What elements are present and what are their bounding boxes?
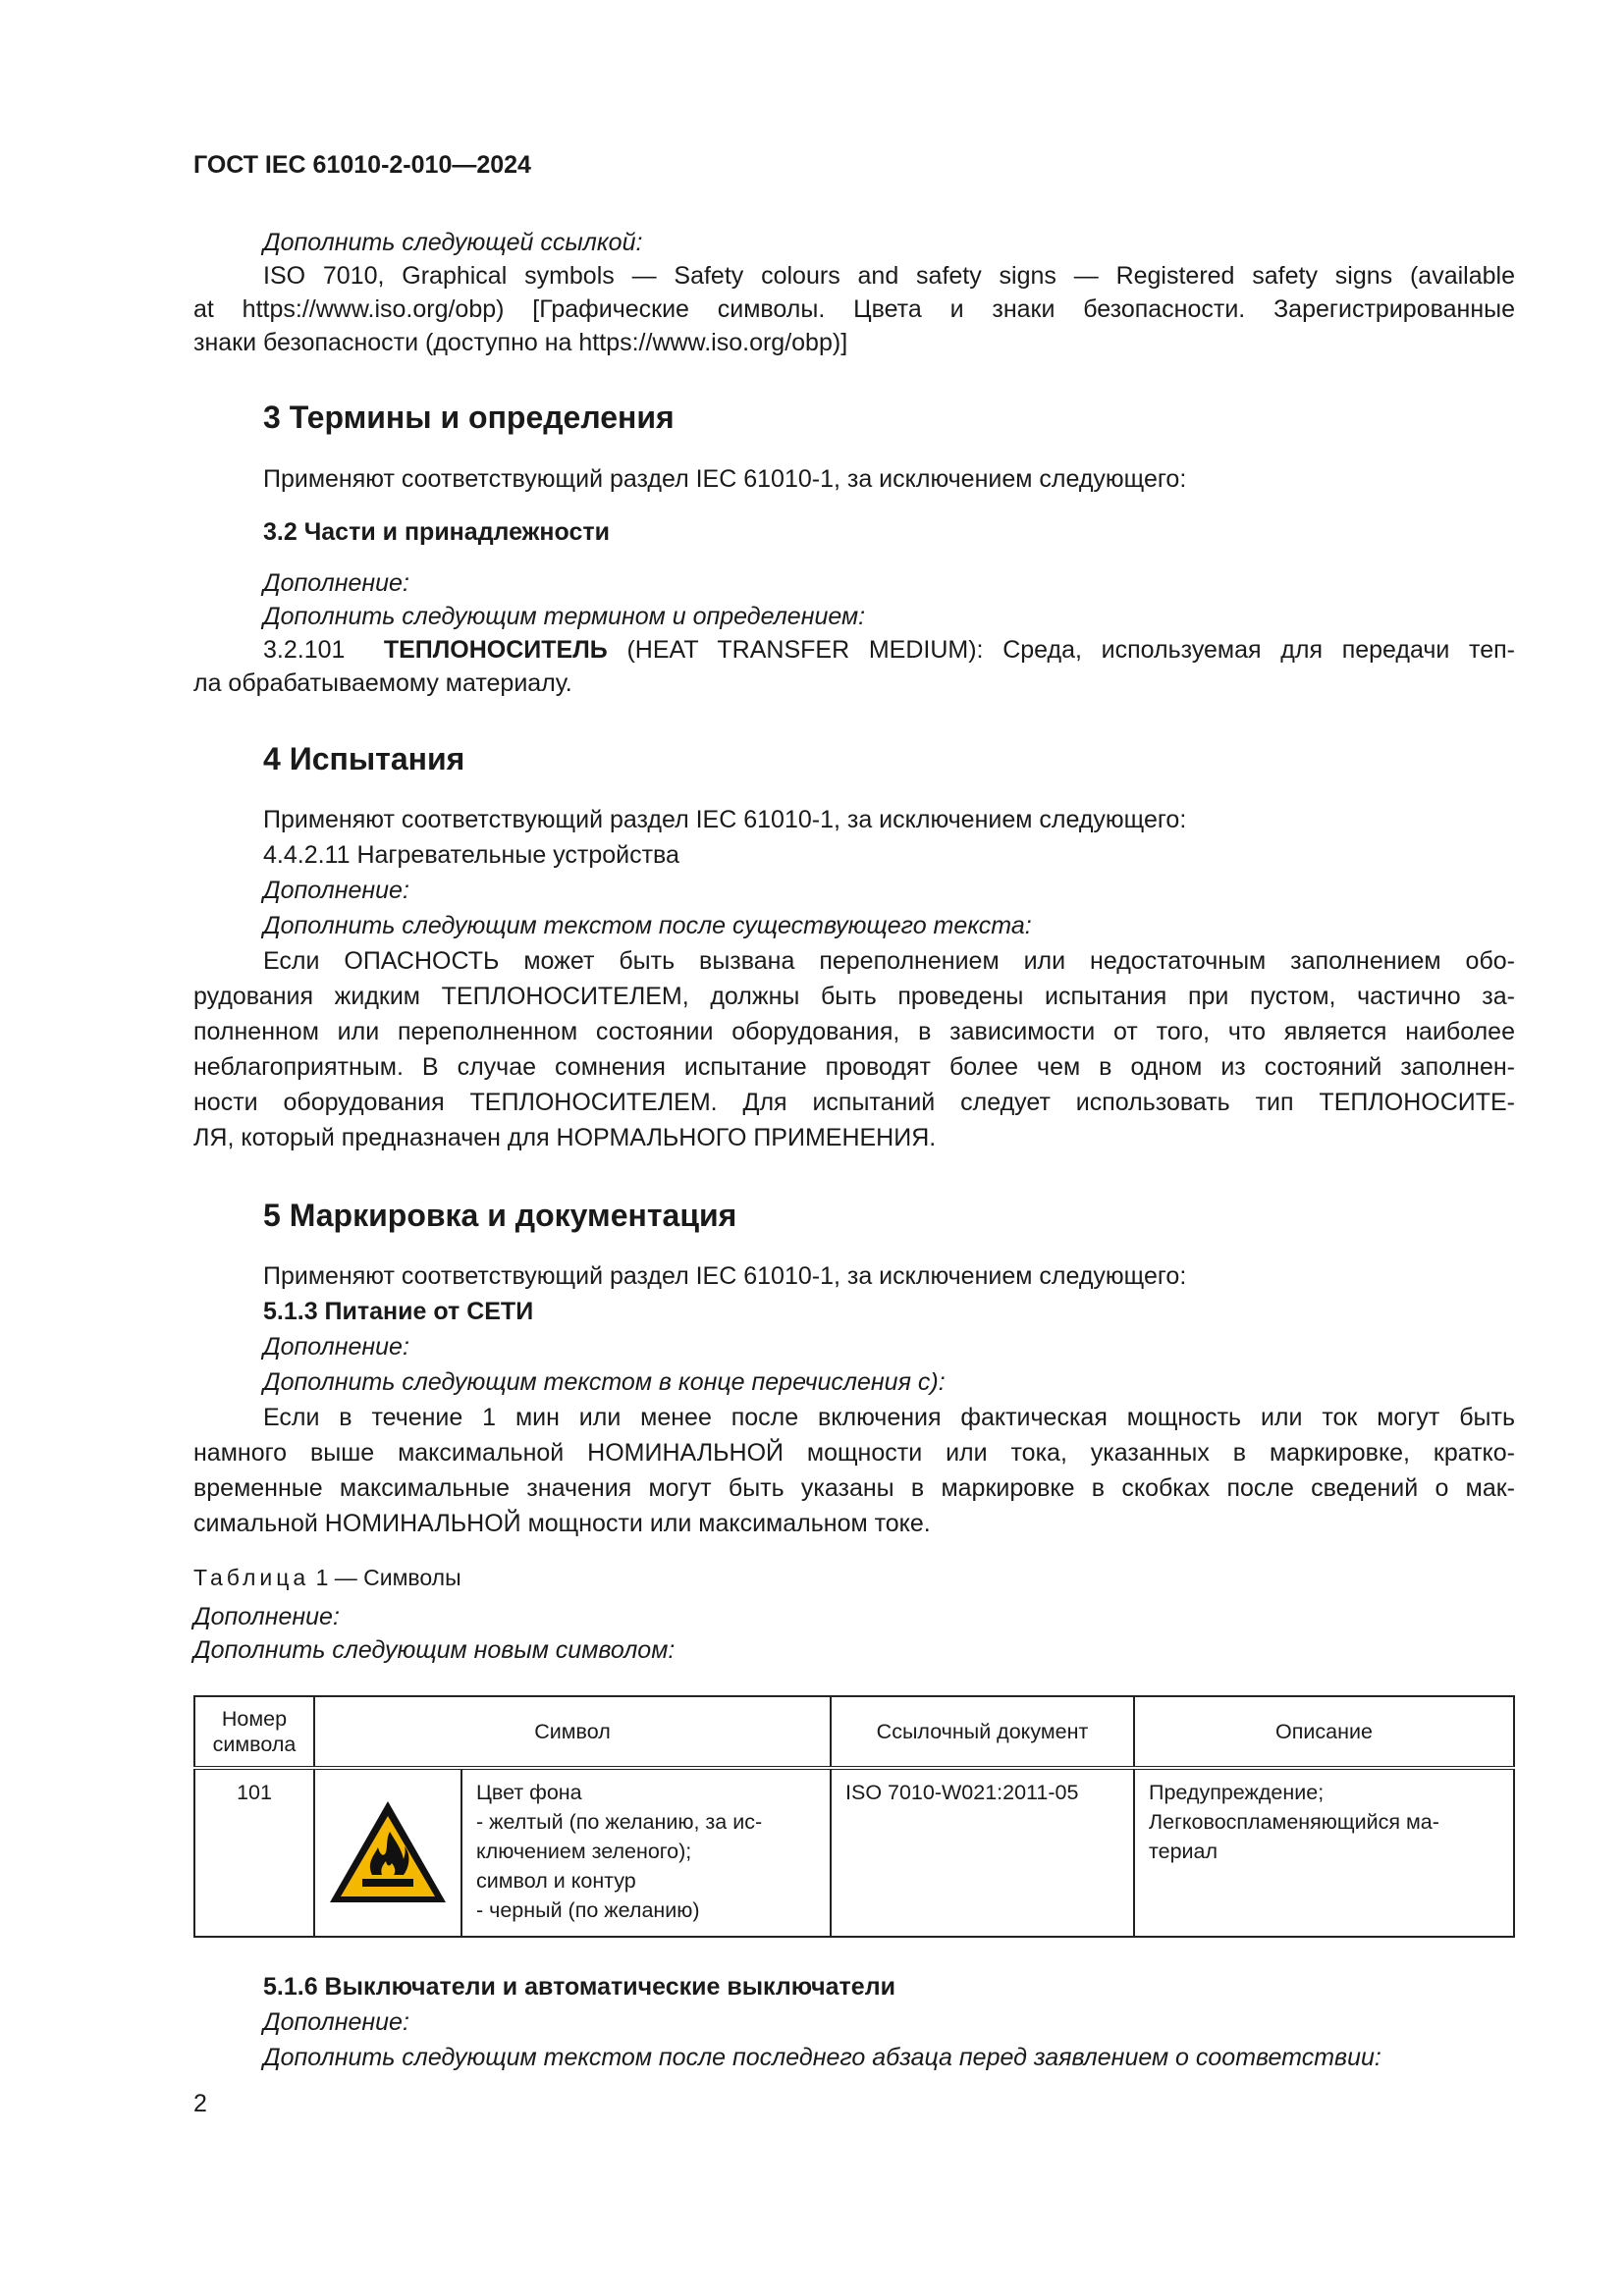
- header-symbol: Символ: [314, 1696, 831, 1768]
- section-5-para-1: Если в течение 1 мин или менее после включения фактическая мощность или ток могут быть: [263, 1404, 1515, 1431]
- section-3-addition: Дополнение:: [263, 569, 409, 597]
- section-5-para-4: симальной НОМИНАЛЬНОЙ мощности или максимальном токе.: [193, 1510, 931, 1537]
- section-4-para-4: неблагоприятным. В случае сомнения испытание проводят более чем в одном из состояний заполнен-: [193, 1053, 1515, 1081]
- table-caption-label: Таблица: [193, 1565, 310, 1590]
- subsection-5-1-3-title: 5.1.3 Питание от СЕТИ: [263, 1298, 534, 1325]
- header-reference: Ссылочный документ: [831, 1696, 1134, 1768]
- ref-line-2: at https://www.iso.org/obp) [Графические символы. Цвета и знаки безопасности. Зарегистрированные: [193, 295, 1515, 323]
- cell-symbol-number: 101: [194, 1768, 314, 1937]
- description-line-3: териал: [1149, 1840, 1218, 1863]
- term-3-2-101: [263, 635, 1515, 665]
- section-4-add-text: Дополнить следующим текстом после существующего текста:: [263, 912, 1032, 939]
- table-header-row: [194, 1696, 1514, 1768]
- cell-reference: ISO 7010-W021:2011-05: [831, 1768, 1134, 1937]
- section-5-para-3: временные максимальные значения могут быть указаны в маркировке в скобках после сведений о мак-: [193, 1474, 1515, 1502]
- section-5-title: 5 Маркировка и документация: [263, 1198, 737, 1233]
- term-definition-cont: ла обрабатываемому материалу.: [193, 669, 572, 697]
- section-516-add-text: Дополнить следующим текстом после последнего абзаца перед заявлением о соответствии:: [263, 2044, 1381, 2071]
- section-5-add-text: Дополнить следующим текстом в конце перечисления с):: [263, 1368, 946, 1396]
- ref-intro: Дополнить следующей ссылкой:: [263, 229, 643, 256]
- term-definition: (HEAT TRANSFER MEDIUM): Среда, используемая для передачи теп-: [626, 636, 1515, 664]
- table-add-text: Дополнить следующим новым символом:: [193, 1636, 676, 1664]
- subsection-5-1-6-title: 5.1.6 Выключатели и автоматические выключатели: [263, 1973, 895, 2001]
- ref-line-1: ISO 7010, Graphical symbols — Safety colours and safety signs — Registered safety signs (available: [263, 262, 1515, 290]
- description-line-1: Предупреждение;: [1149, 1781, 1325, 1804]
- symbols-table: [193, 1695, 1515, 1938]
- section-3-add-term: Дополнить следующим термином и определением:: [263, 603, 866, 630]
- table-row: [194, 1768, 1514, 1937]
- section-4-para-1: Если ОПАСНОСТЬ может быть вызвана переполнением или недостаточным заполнением обо-: [263, 947, 1515, 975]
- section-4-apply: Применяют соответствующий раздел IEC 61010-1, за исключением следующего:: [263, 806, 1187, 833]
- table-caption-title: 1 — Символы: [315, 1565, 461, 1590]
- header-number-line-2: символа: [212, 1733, 297, 1756]
- cell-symbol-colors: [461, 1768, 831, 1937]
- header-description: Описание: [1134, 1696, 1514, 1768]
- clause-4-4-2-11: 4.4.2.11 Нагревательные устройства: [263, 841, 679, 869]
- section-3-title: 3 Термины и определения: [263, 400, 675, 435]
- symbol-color-line-5: - черный (по желанию): [476, 1898, 700, 1922]
- term-name: ТЕПЛОНОСИТЕЛЬ: [383, 636, 608, 664]
- document-header: ГОСТ IEC 61010-2-010—2024: [193, 151, 531, 179]
- flammable-warning-icon: [327, 1798, 449, 1906]
- cell-description: [1134, 1768, 1514, 1937]
- section-5-apply: Применяют соответствующий раздел IEC 61010-1, за исключением следующего:: [263, 1262, 1187, 1290]
- symbol-color-line-3: ключением зеленого);: [476, 1840, 692, 1863]
- section-4-para-3: полненном или переполненном состоянии оборудования, в зависимости от того, что является наиболее: [193, 1018, 1515, 1045]
- ref-line-3: знаки безопасности (доступно на https://www.iso.org/obp)]: [193, 329, 848, 356]
- page-number: 2: [193, 2090, 207, 2117]
- section-4-addition: Дополнение:: [263, 877, 409, 904]
- header-symbol-number: [194, 1696, 314, 1768]
- section-5-para-2: намного выше максимальной НОМИНАЛЬНОЙ мощности или тока, указанных в маркировке, кратко-: [193, 1439, 1515, 1467]
- symbol-color-line-1: Цвет фона: [476, 1781, 582, 1804]
- cell-symbol-image: [314, 1768, 461, 1937]
- subsection-3-2-title: 3.2 Части и принадлежности: [263, 518, 610, 546]
- table-caption: [193, 1563, 461, 1592]
- section-516-addition: Дополнение:: [263, 2008, 409, 2036]
- table-addition: Дополнение:: [193, 1603, 340, 1630]
- section-4-para-5: ности оборудования ТЕПЛОНОСИТЕЛЕМ. Для испытаний следует использовать тип ТЕПЛОНОСИТЕ-: [193, 1089, 1515, 1116]
- description-line-2: Легковоспламеняющийся ма-: [1149, 1810, 1439, 1834]
- term-number: 3.2.101: [263, 636, 346, 664]
- section-5-addition: Дополнение:: [263, 1333, 409, 1361]
- section-4-para-2: рудования жидким ТЕПЛОНОСИТЕЛЕМ, должны быть проведены испытания при пустом, частично за-: [193, 983, 1515, 1010]
- symbol-color-line-2: - желтый (по желанию, за ис-: [476, 1810, 763, 1834]
- section-4-para-6: ЛЯ, который предназначен для НОРМАЛЬНОГО ПРИМЕНЕНИЯ.: [193, 1124, 937, 1151]
- section-3-apply: Применяют соответствующий раздел IEC 61010-1, за исключением следующего:: [263, 465, 1187, 493]
- symbol-color-line-4: символ и контур: [476, 1869, 636, 1893]
- section-4-title: 4 Испытания: [263, 741, 465, 776]
- header-number-line-1: Номер: [221, 1707, 288, 1731]
